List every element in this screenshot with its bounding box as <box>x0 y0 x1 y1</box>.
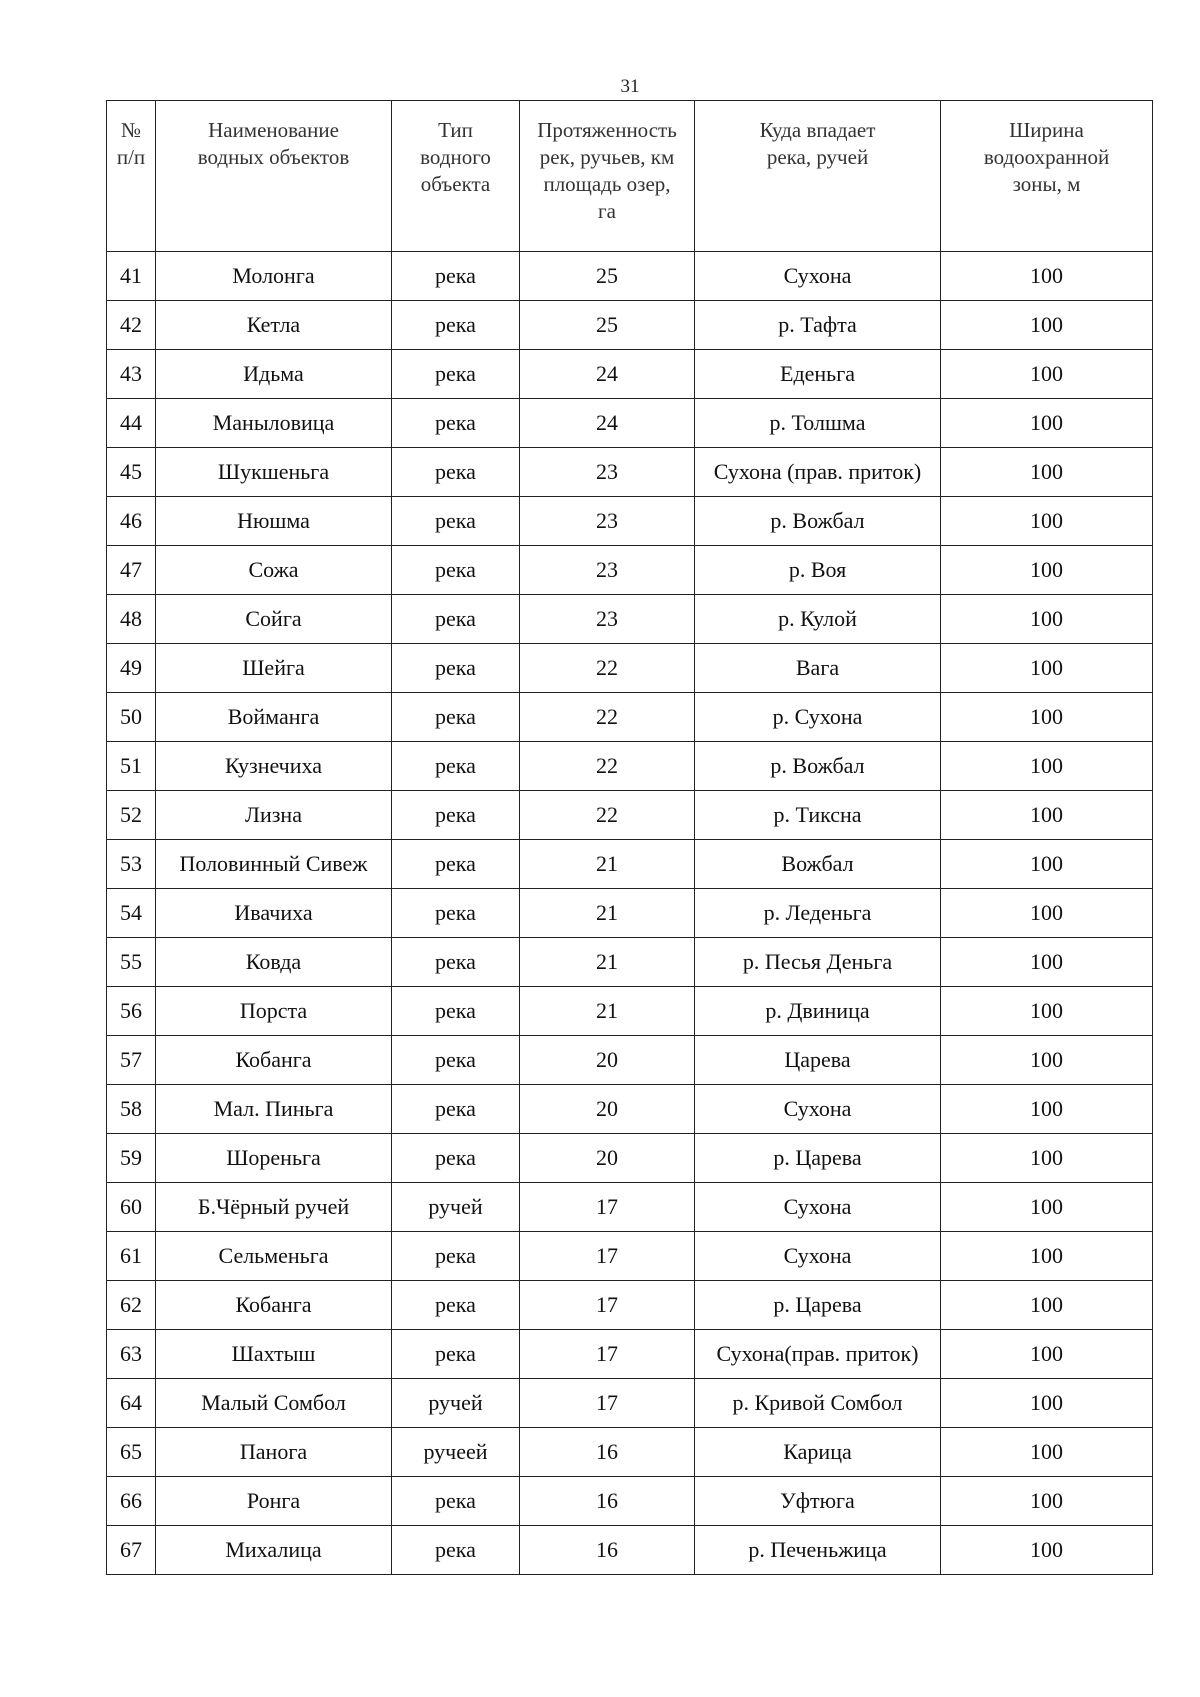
cell-type: река <box>392 1281 520 1330</box>
cell-length: 21 <box>520 987 695 1036</box>
cell-mouth: р. Двиница <box>695 987 941 1036</box>
cell-type: река <box>392 693 520 742</box>
cell-name: Порста <box>156 987 392 1036</box>
table-row <box>107 791 1153 840</box>
cell-length: 16 <box>520 1428 695 1477</box>
cell-number: 59 <box>107 1134 156 1183</box>
cell-number: 42 <box>107 301 156 350</box>
cell-name: Ковда <box>156 938 392 987</box>
cell-length: 17 <box>520 1379 695 1428</box>
cell-zone-width: 100 <box>941 1085 1153 1134</box>
cell-name: Нюшма <box>156 497 392 546</box>
cell-mouth: Царева <box>695 1036 941 1085</box>
header-number: № п/п <box>107 101 156 252</box>
cell-mouth: Еденьга <box>695 350 941 399</box>
cell-type: река <box>392 350 520 399</box>
cell-zone-width: 100 <box>941 1036 1153 1085</box>
cell-zone-width: 100 <box>941 1379 1153 1428</box>
cell-mouth: Сухона <box>695 1232 941 1281</box>
cell-name: Шукшеньга <box>156 448 392 497</box>
table-header-row <box>107 101 1153 252</box>
cell-type: река <box>392 742 520 791</box>
cell-name: Кобанга <box>156 1036 392 1085</box>
cell-type: река <box>392 889 520 938</box>
cell-name: Шореньга <box>156 1134 392 1183</box>
cell-name: Сойга <box>156 595 392 644</box>
cell-length: 20 <box>520 1134 695 1183</box>
cell-mouth: р. Кулой <box>695 595 941 644</box>
table-row <box>107 301 1153 350</box>
cell-zone-width: 100 <box>941 1428 1153 1477</box>
cell-type: ручей <box>392 1183 520 1232</box>
cell-length: 21 <box>520 889 695 938</box>
cell-length: 24 <box>520 399 695 448</box>
cell-zone-width: 100 <box>941 448 1153 497</box>
cell-number: 43 <box>107 350 156 399</box>
cell-zone-width: 100 <box>941 693 1153 742</box>
cell-length: 23 <box>520 546 695 595</box>
cell-zone-width: 100 <box>941 1526 1153 1575</box>
cell-zone-width: 100 <box>941 497 1153 546</box>
cell-length: 22 <box>520 693 695 742</box>
cell-length: 24 <box>520 350 695 399</box>
cell-name: Кетла <box>156 301 392 350</box>
cell-mouth: р. Тафта <box>695 301 941 350</box>
cell-number: 50 <box>107 693 156 742</box>
cell-name: Ронга <box>156 1477 392 1526</box>
cell-mouth: р. Вожбал <box>695 497 941 546</box>
cell-mouth: р. Толшма <box>695 399 941 448</box>
table-row <box>107 595 1153 644</box>
cell-number: 48 <box>107 595 156 644</box>
cell-zone-width: 100 <box>941 1183 1153 1232</box>
cell-type: река <box>392 252 520 301</box>
cell-mouth: р. Леденьга <box>695 889 941 938</box>
cell-name: Идьма <box>156 350 392 399</box>
cell-number: 65 <box>107 1428 156 1477</box>
cell-length: 25 <box>520 301 695 350</box>
cell-length: 16 <box>520 1526 695 1575</box>
cell-length: 17 <box>520 1281 695 1330</box>
cell-length: 23 <box>520 497 695 546</box>
cell-name: Кобанга <box>156 1281 392 1330</box>
cell-name: Кузнечиха <box>156 742 392 791</box>
cell-mouth: р. Царева <box>695 1134 941 1183</box>
table-row <box>107 350 1153 399</box>
cell-number: 64 <box>107 1379 156 1428</box>
table-row <box>107 1183 1153 1232</box>
cell-name: Б.Чёрный ручей <box>156 1183 392 1232</box>
cell-length: 20 <box>520 1036 695 1085</box>
cell-mouth: Уфтюга <box>695 1477 941 1526</box>
cell-number: 41 <box>107 252 156 301</box>
table-row <box>107 644 1153 693</box>
cell-mouth: Сухона <box>695 252 941 301</box>
cell-name: Сельменьга <box>156 1232 392 1281</box>
cell-type: река <box>392 987 520 1036</box>
cell-name: Панога <box>156 1428 392 1477</box>
header-name: Наименование водных объектов <box>156 101 392 252</box>
cell-mouth: р. Песья Деньга <box>695 938 941 987</box>
cell-zone-width: 100 <box>941 1281 1153 1330</box>
cell-mouth: р. Печеньжица <box>695 1526 941 1575</box>
cell-type: река <box>392 1330 520 1379</box>
cell-type: река <box>392 644 520 693</box>
cell-number: 51 <box>107 742 156 791</box>
cell-name: Мал. Пиньга <box>156 1085 392 1134</box>
cell-length: 22 <box>520 742 695 791</box>
cell-name: Михалица <box>156 1526 392 1575</box>
cell-name: Шейга <box>156 644 392 693</box>
cell-number: 60 <box>107 1183 156 1232</box>
cell-type: река <box>392 546 520 595</box>
cell-type: река <box>392 938 520 987</box>
cell-mouth: р. Сухона <box>695 693 941 742</box>
cell-type: река <box>392 1526 520 1575</box>
cell-mouth: р. Тиксна <box>695 791 941 840</box>
cell-zone-width: 100 <box>941 889 1153 938</box>
cell-length: 17 <box>520 1232 695 1281</box>
cell-mouth: р. Воя <box>695 546 941 595</box>
cell-number: 52 <box>107 791 156 840</box>
cell-mouth: Сухона (прав. приток) <box>695 448 941 497</box>
cell-name: Войманга <box>156 693 392 742</box>
cell-length: 21 <box>520 840 695 889</box>
cell-length: 17 <box>520 1330 695 1379</box>
table-row <box>107 1134 1153 1183</box>
cell-zone-width: 100 <box>941 938 1153 987</box>
table-row <box>107 987 1153 1036</box>
table-row <box>107 1428 1153 1477</box>
cell-length: 25 <box>520 252 695 301</box>
cell-number: 63 <box>107 1330 156 1379</box>
cell-mouth: Сухона <box>695 1085 941 1134</box>
table-row <box>107 1477 1153 1526</box>
cell-mouth: Вага <box>695 644 941 693</box>
cell-number: 62 <box>107 1281 156 1330</box>
table-row <box>107 1379 1153 1428</box>
cell-number: 44 <box>107 399 156 448</box>
cell-mouth: Сухона <box>695 1183 941 1232</box>
cell-type: река <box>392 448 520 497</box>
cell-type: река <box>392 1134 520 1183</box>
cell-name: Половинный Сивеж <box>156 840 392 889</box>
cell-number: 54 <box>107 889 156 938</box>
cell-zone-width: 100 <box>941 644 1153 693</box>
cell-type: река <box>392 1477 520 1526</box>
table-row <box>107 448 1153 497</box>
cell-zone-width: 100 <box>941 595 1153 644</box>
table-row <box>107 497 1153 546</box>
cell-zone-width: 100 <box>941 987 1153 1036</box>
cell-number: 53 <box>107 840 156 889</box>
cell-number: 55 <box>107 938 156 987</box>
page-number: 31 <box>620 76 640 97</box>
table-row <box>107 546 1153 595</box>
cell-name: Лизна <box>156 791 392 840</box>
cell-type: река <box>392 595 520 644</box>
cell-type: река <box>392 1036 520 1085</box>
cell-zone-width: 100 <box>941 742 1153 791</box>
cell-length: 23 <box>520 595 695 644</box>
cell-type: река <box>392 840 520 889</box>
cell-type: река <box>392 1232 520 1281</box>
cell-type: река <box>392 497 520 546</box>
cell-zone-width: 100 <box>941 840 1153 889</box>
cell-name: Ивачиха <box>156 889 392 938</box>
cell-zone-width: 100 <box>941 791 1153 840</box>
cell-mouth: р. Царева <box>695 1281 941 1330</box>
cell-number: 61 <box>107 1232 156 1281</box>
cell-zone-width: 100 <box>941 1134 1153 1183</box>
cell-mouth: Вожбал <box>695 840 941 889</box>
cell-number: 58 <box>107 1085 156 1134</box>
cell-name: Шахтыш <box>156 1330 392 1379</box>
cell-length: 16 <box>520 1477 695 1526</box>
cell-mouth: р. Вожбал <box>695 742 941 791</box>
cell-name: Малый Сомбол <box>156 1379 392 1428</box>
cell-length: 21 <box>520 938 695 987</box>
cell-zone-width: 100 <box>941 399 1153 448</box>
cell-zone-width: 100 <box>941 1477 1153 1526</box>
cell-zone-width: 100 <box>941 1232 1153 1281</box>
cell-mouth: р. Кривой Сомбол <box>695 1379 941 1428</box>
table-row <box>107 742 1153 791</box>
table-body <box>107 252 1153 1575</box>
cell-type: река <box>392 791 520 840</box>
header-type: Тип водного объекта <box>392 101 520 252</box>
cell-length: 17 <box>520 1183 695 1232</box>
cell-number: 66 <box>107 1477 156 1526</box>
cell-mouth: Карица <box>695 1428 941 1477</box>
cell-type: река <box>392 1085 520 1134</box>
table-row <box>107 889 1153 938</box>
cell-number: 45 <box>107 448 156 497</box>
cell-zone-width: 100 <box>941 350 1153 399</box>
table-row <box>107 938 1153 987</box>
cell-length: 20 <box>520 1085 695 1134</box>
cell-number: 56 <box>107 987 156 1036</box>
cell-number: 67 <box>107 1526 156 1575</box>
table-row <box>107 1036 1153 1085</box>
table-row <box>107 840 1153 889</box>
cell-mouth: Сухона(прав. приток) <box>695 1330 941 1379</box>
table-row <box>107 1330 1153 1379</box>
cell-length: 23 <box>520 448 695 497</box>
cell-zone-width: 100 <box>941 1330 1153 1379</box>
cell-zone-width: 100 <box>941 546 1153 595</box>
cell-length: 22 <box>520 644 695 693</box>
table-row <box>107 1526 1153 1575</box>
water-objects-table <box>106 100 1153 1575</box>
header-mouth: Куда впадает река, ручей <box>695 101 941 252</box>
table-row <box>107 1281 1153 1330</box>
cell-number: 57 <box>107 1036 156 1085</box>
cell-name: Молонга <box>156 252 392 301</box>
table-row <box>107 399 1153 448</box>
cell-name: Сожа <box>156 546 392 595</box>
header-zone-width: Ширина водоохранной зоны, м <box>941 101 1153 252</box>
header-length: Протяженность рек, ручьев, км площадь озер, га <box>520 101 695 252</box>
cell-type: река <box>392 399 520 448</box>
cell-type: река <box>392 301 520 350</box>
cell-name: Маныловица <box>156 399 392 448</box>
cell-length: 22 <box>520 791 695 840</box>
cell-zone-width: 100 <box>941 252 1153 301</box>
table-row <box>107 1085 1153 1134</box>
table-row <box>107 693 1153 742</box>
cell-type: ручеей <box>392 1428 520 1477</box>
cell-number: 47 <box>107 546 156 595</box>
cell-number: 49 <box>107 644 156 693</box>
cell-zone-width: 100 <box>941 301 1153 350</box>
table-row <box>107 252 1153 301</box>
cell-type: ручей <box>392 1379 520 1428</box>
table-row <box>107 1232 1153 1281</box>
cell-number: 46 <box>107 497 156 546</box>
